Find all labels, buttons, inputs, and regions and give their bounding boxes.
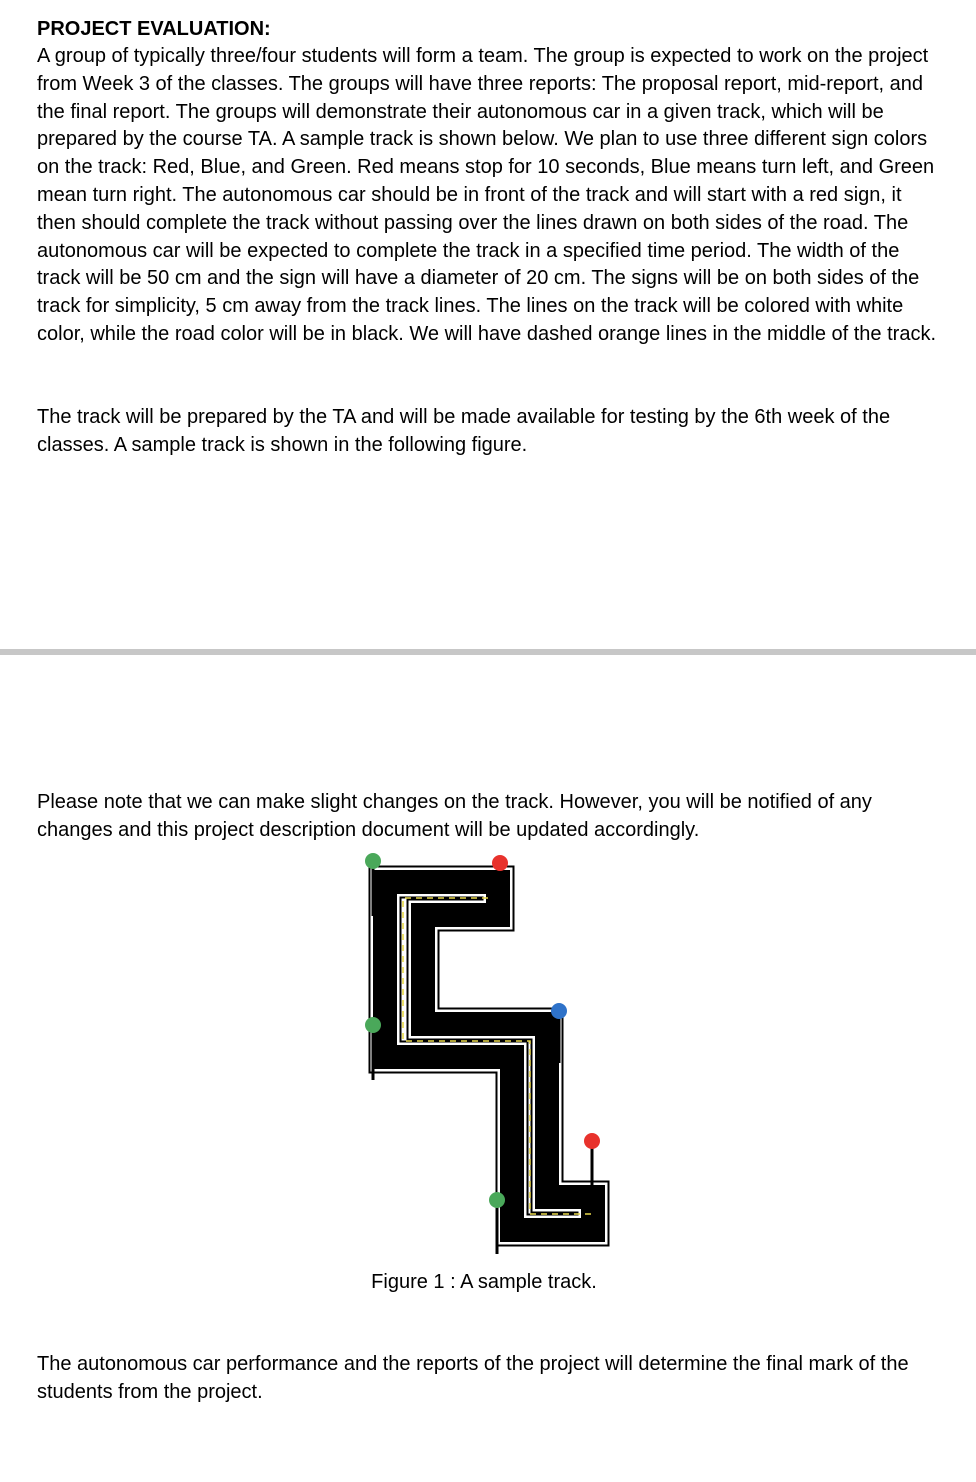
red-sign-icon [492, 855, 508, 871]
paragraph-track-changes-notice: Please note that we can make slight changes on the track. However, you will be notified of any changes and this project description document will be updated accordingly. [37, 791, 872, 841]
paragraph-project-description: A group of typically three/four students will form a team. The group is expected to work on the project from Week 3 of the classes. The groups will have three reports: The proposal report, mid-report, and the final report. The groups will demonstrate their autonomous car in a given track, which will be prepared by the course TA. A sample track is shown below. We plan to use three different sign colors on the track: Red, Blue, and Green. Red means stop for 10 seconds, Blue means turn left, and Green mean turn right. The autonomous car should be in front of the track and will start with a red sign, it then should complete the track without passing over the lines drawn on both sides of the road. The autonomous car will be expected to complete the track in a specified time period. The width of the track will be 50 cm and the sign will have a diameter of 20 cm. The signs will be on both sides of the track for simplicity, 5 cm away from the track lines. The lines on the track will be colored with white color, while the road color will be in black. We will have dashed orange lines in the middle of the track. [37, 45, 936, 345]
document-page-1 [0, 0, 976, 650]
sample-track-figure [340, 850, 640, 1275]
green-sign-icon [365, 853, 381, 869]
paragraph-final-mark: The autonomous car performance and the reports of the project will determine the final mark of the students from the project. [37, 1353, 909, 1403]
figure-caption [0, 1269, 976, 1296]
section-heading: PROJECT EVALUATION: [37, 18, 271, 40]
green-sign-icon [489, 1192, 505, 1208]
red-sign-icon [584, 1133, 600, 1149]
track-road [385, 882, 593, 1230]
figure-caption-text: Figure 1 : A sample track. [371, 1271, 597, 1293]
document-page-2 [0, 655, 976, 1482]
green-sign-icon [365, 1017, 381, 1033]
paragraph-track-availability: The track will be prepared by the TA and will be made available for testing by the 6th week of the classes. A sample track is shown in the following figure. [37, 406, 891, 456]
blue-sign-icon [551, 1003, 567, 1019]
